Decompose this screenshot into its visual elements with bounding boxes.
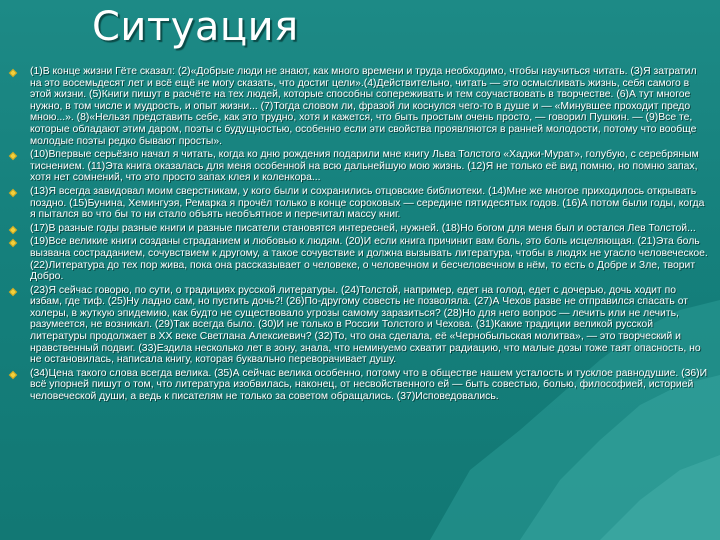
paragraph-text: (10)Впервые серьёзно начал я читать, когда ко дню рождения подарили мне книгу Льва Толстого «Хаджи-Мурат», голубую, с серебряным тиснением. (11)Эта книга оказалась для меня особенной на всю дальнейшую мою жизнь. (12)Я не только её вид помню, но помню запах, хотя нет сомнений, что это просто запах клея и коленкора... xyxy=(30,149,699,184)
slide-content xyxy=(8,66,708,405)
paragraph-6 xyxy=(8,285,708,366)
paragraph-4 xyxy=(8,223,708,235)
slide-title: Ситуация xyxy=(92,4,299,50)
bullet-icon xyxy=(9,69,17,77)
paragraph-text: (19)Все великие книги созданы страданием и любовью к людям. (20)И если книга причинит вам боль, это боль исцеляющая. (21)Эта боль вызвана состраданием, сочувствием к другому, а такое сочувствие и должна вызывать литература, чтобы в людях не угасло человеческое. (22)Литература до тех пор жива, пока она рассказывает о человеке, о человечном и бесчеловечном в нём, то есть о Добре и Зле, творит Добро. xyxy=(30,236,708,283)
paragraph-5 xyxy=(8,236,708,282)
bullet-icon xyxy=(9,189,17,197)
bullet-icon xyxy=(9,239,17,247)
paragraph-1 xyxy=(8,66,708,147)
paragraph-text: (23)Я сейчас говорю, по сути, о традициях русской литературы. (24)Толстой, например, едет на голод, едет с дочерью, дочь ходит по избам, где тиф. (25)Ну ладно сам, но пустить дочь?! (26)По-другому совесть не позволяла. (27)А Чехов разве не отправился спасать от холеры, в жуткую эпидемию, как будто не существовало угрозы самому заразиться? (28)Но для него вопрос — лечить или не лечить, разумеется, не возникал. (29)Так всегда было. (30)И не только в России Толстого и Чехова. (31)Какие традиции великой русской литературы продолжает в XX веке Светлана Алексиевич? (32)То, что она сделала, её «Чернобыльская молитва», — это творческий и нравственный подвиг. (33)Ездила несколько лет в зону, знала, что неминуемо схватит радиацию, что малые дозы тоже таят опасность, но не остановилась, написала книгу, которая буквально переворачивает душу. xyxy=(30,284,701,366)
paragraph-text: (13)Я всегда завидовал моим сверстникам, у кого были и сохранились отцовские библиотеки. (14)Мне же многое приходилось открывать поздно. (15)Бунина, Хемингуэя, Ремарка я прочёл только в конце сороковых — середине пятидесятых годов. (16)А потом были годы, когда я пытался во что бы то ни стало объять необъятное и перечитал массу книг. xyxy=(30,185,705,221)
bullet-icon xyxy=(9,225,17,233)
paragraph-3 xyxy=(8,186,708,221)
paragraph-text: (1)В конце жизни Гёте сказал: (2)«Добрые люди не знают, как много времени и труда необходимо, чтобы научиться читать. (3)Я затратил на это восемьдесят лет и всё ещё не могу сказать, что достиг цели».(4)Действительно, читать — это осмысливать жизнь, себя самого в этой жизни. (5)Книги пишут в расчёте на тех людей, которые способны сопереживать и тем соучаствовать в творчестве. (6)А тут многое нужно, в том числе и мудрость, и опыт жизни... (7)Тогда словом ли, фразой ли коснулся чего-то в душе и — «Минувшее проходит предо мною...». (8)«Нельзя представить себе, как это трудно, хотя и кажется, что быть простым очень просто, — говорил Пушкин. — (9)Все те, которые обладают этим даром, поэты с будущностью, особенно если эти свойства проявляются в ранней молодости, потому что вообще молодые поэты редко бывают просты». xyxy=(30,66,697,147)
paragraph-2 xyxy=(8,149,708,184)
bullet-icon xyxy=(9,371,17,379)
paragraph-text: (17)В разные годы разные книги и разные писатели становятся интересней, нужней. (18)Но богом для меня был и остался Лев Толстой... xyxy=(30,222,696,234)
paragraph-7 xyxy=(8,368,708,403)
bullet-icon xyxy=(9,152,17,160)
paragraph-text: (34)Цена такого слова всегда велика. (35)А сейчас велика особенно, потому что в обществе нашем усталость и тусклое равнодушие. (36)И всё упорней пишут о том, что литература изобвилась, наконец, от несвойственного ей — быть совестью, болью, философией, историей человеческой души, а ведь к писателям не только за советом обращались. (37)Исповедовались. xyxy=(30,367,708,403)
bullet-icon xyxy=(9,287,17,295)
